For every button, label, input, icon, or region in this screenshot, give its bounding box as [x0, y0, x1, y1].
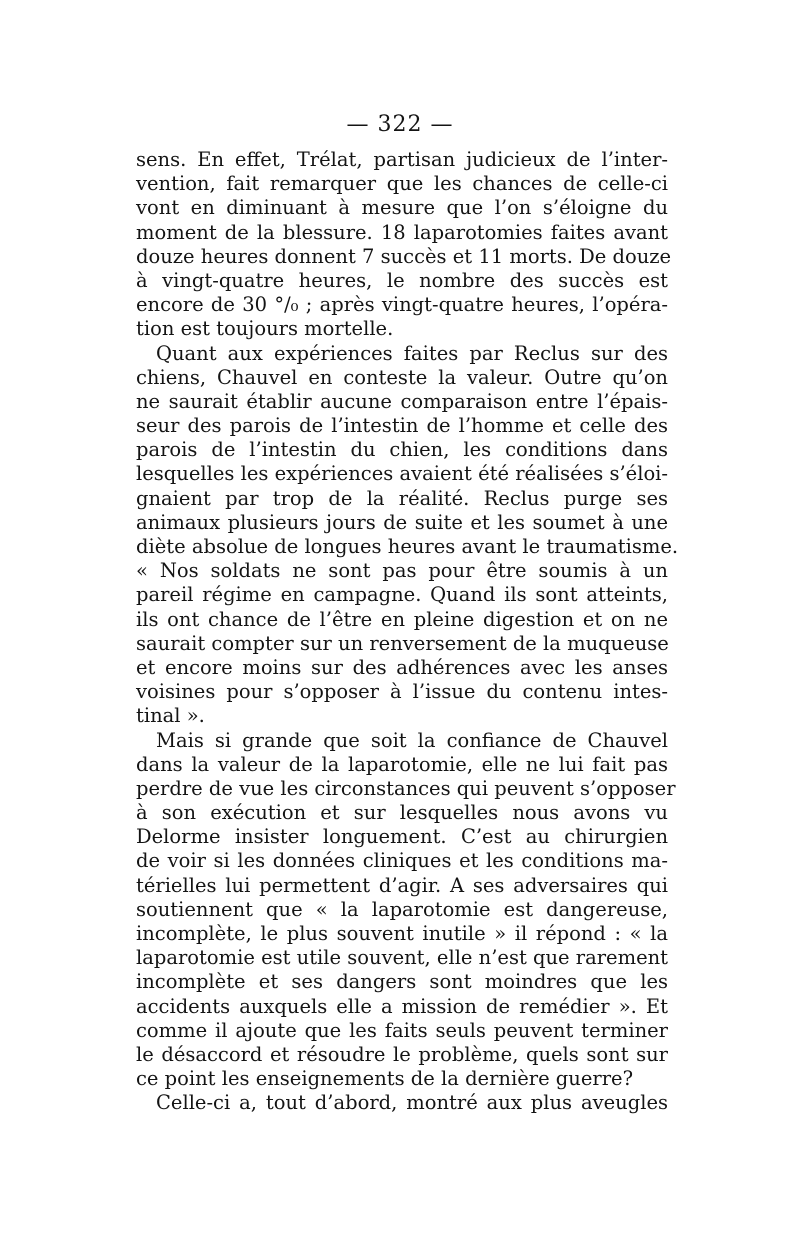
text-line: Quant aux expériences faites par Reclus sur des: [156, 341, 668, 365]
text-line: vont en diminuant à mesure que l’on s’éloigne du: [136, 196, 668, 220]
text-line: incomplète, le plus souvent inutile » il répond : « la: [136, 922, 668, 945]
text-line: parois de l’intestin du chien, les conditions dans: [136, 438, 668, 462]
text-line: gnaient par trop de la réalité. Reclus purge ses: [136, 486, 668, 510]
text-line: sens. En effet, Trélat, partisan judicieux de l’inter-: [136, 148, 668, 171]
text-line: le désaccord et résoudre le problème, quels sont sur: [136, 1042, 668, 1066]
text-line: ne saurait établir aucune comparaison entre l’épais-: [136, 389, 668, 413]
text-line: accidents auxquels elle a mission de remédier ». Et: [136, 994, 668, 1018]
text-line: moment de la blessure. 18 laparotomies faites avant: [136, 220, 668, 244]
text-line: encore de 30 °/₀ ; après vingt-quatre heures, l’opéra-: [136, 293, 668, 317]
text-line: soutiennent que « la laparotomie est dangereuse,: [136, 897, 668, 921]
text-line: comme il ajoute que les faits seuls peuvent terminer: [136, 1018, 668, 1042]
text-line: douze heures donnent 7 succès et 11 morts. De douze: [136, 244, 672, 268]
text-line: vention, fait remarquer que les chances de celle-ci: [136, 172, 668, 196]
text-line: ce point les enseignements de la dernière guerre?: [136, 1067, 634, 1091]
text-line: et encore moins sur des adhérences avec les anses: [136, 655, 668, 679]
text-line: Delorme insister longuement. C’est au chirurgien: [136, 825, 668, 849]
paragraph-3: [136, 728, 676, 1092]
text-line: chiens, Chauvel en conteste la valeur. Outre qu’on: [136, 365, 668, 389]
paragraph-2: [136, 341, 679, 729]
text-line: « Nos soldats ne sont pas pour être soumis à un: [136, 559, 668, 583]
paragraph-4: [136, 1091, 668, 1115]
text-line: térielles lui permettent d’agir. A ses adversaires qui: [136, 873, 668, 897]
text-line: laparotomie est utile souvent, elle n’est que rarement: [136, 946, 669, 970]
text-line: Mais si grande que soit la confiance de Chauvel: [156, 728, 668, 752]
text-line: incomplète et ses dangers sont moindres que les: [136, 970, 668, 994]
text-line: de voir si les données cliniques et les conditions ma-: [136, 849, 668, 873]
text-line: tinal ».: [136, 704, 205, 728]
text-line: à vingt-quatre heures, le nombre des succès est: [136, 268, 668, 292]
text-line: pareil régime en campagne. Quand ils sont atteints,: [136, 583, 668, 607]
text-line: ils ont chance de l’être en pleine digestion et on ne: [136, 607, 668, 631]
text-line: dans la valeur de la laparotomie, elle ne lui fait pas: [136, 752, 668, 776]
text-line: saurait compter sur un renversement de la muqueuse: [136, 631, 669, 655]
text-line: Celle-ci a, tout d’abord, montré aux plus aveugles: [156, 1091, 668, 1115]
text-line: lesquelles les expériences avaient été réalisées s’éloi-: [136, 462, 669, 486]
paragraph-1: [136, 148, 672, 342]
text-line: tion est toujours mortelle.: [136, 317, 394, 341]
text-line: à son exécution et sur lesquelles nous avons vu: [136, 801, 668, 825]
text-line: animaux plusieurs jours de suite et les soumet à une: [136, 510, 668, 534]
text-line: voisines pour s’opposer à l’issue du contenu intes-: [136, 680, 668, 704]
page-number: — 322 —: [346, 112, 454, 137]
text-line: perdre de vue les circonstances qui peuvent s’opposer: [136, 776, 676, 800]
body-text: [136, 148, 679, 1116]
text-line: diète absolue de longues heures avant le traumatisme.: [136, 535, 679, 558]
text-line: seur des parois de l’intestin de l’homme et celle des: [136, 414, 668, 438]
